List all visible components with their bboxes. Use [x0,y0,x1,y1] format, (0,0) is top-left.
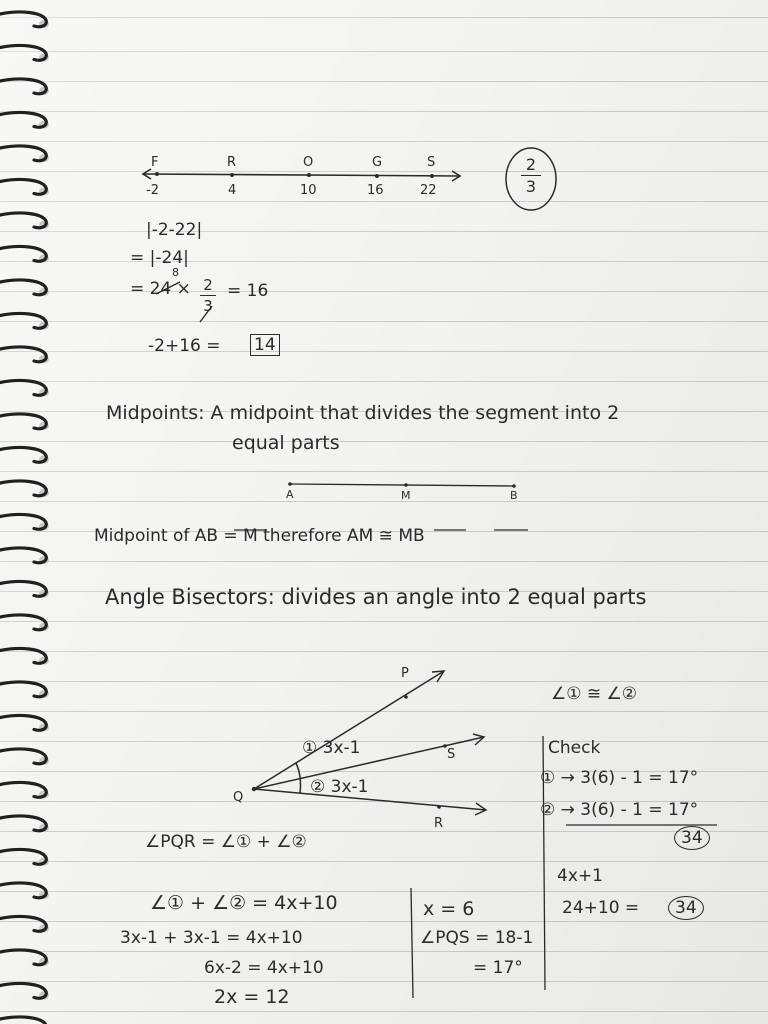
segment-ab [290,484,514,486]
work-cancel-small: 8 [172,266,179,279]
congruent-angles: ∠① ≅ ∠② [551,684,638,704]
work-fraction-den: 3 [203,297,213,315]
midpoint-statement: Midpoint of AB = M therefore AM ≅ MB [94,526,425,546]
work-line-3a: = 24 × [130,279,191,299]
point-label-g: G [372,155,383,170]
expression-answer: 34 [668,896,704,920]
ray-label-s: S [447,747,456,762]
equation-3: 6x-2 = 4x+10 [204,958,324,978]
check-line-1: ① → 3(6) - 1 = 17° [540,768,699,788]
angle-figure [254,671,486,815]
tick-value-g: 16 [367,183,384,198]
expression-eval: 24+10 = [562,898,640,918]
number-line [143,169,460,181]
ratio-denominator: 3 [525,177,537,196]
work-answer-box: 14 [250,334,280,356]
ratio-numerator: 2 [525,155,537,174]
angle-1-label: ① 3x-1 [302,738,361,758]
point-label-r: R [227,155,237,170]
pqs-result: = 17° [473,958,523,978]
ray-label-p: P [401,666,409,681]
work-line-2: = |-24| [130,248,189,268]
ratio-fraction [521,155,541,196]
equation-1: ∠① + ∠② = 4x+10 [150,892,338,914]
point-label-f: F [151,155,159,170]
equation-2: 3x-1 + 3x-1 = 4x+10 [120,928,303,948]
equation-4: 2x = 12 [214,986,290,1008]
midpoint-definition: Midpoints: A midpoint that divides the segment into 2 [106,402,620,424]
work-fraction [200,276,216,315]
midpoint-definition-cont: equal parts [232,432,340,454]
point-label-s: S [427,155,436,170]
check-line-2: ② → 3(6) - 1 = 17° [540,800,699,820]
check-sum: 34 [674,826,710,850]
ray-label-r: R [434,816,444,831]
tick-value-o: 10 [300,183,317,198]
x-value: x = 6 [423,898,475,920]
angle-2-label: ② 3x-1 [310,777,369,797]
tick-value-f: -2 [146,183,159,198]
vertex-label-q: Q [233,790,244,805]
work-line-3b: = 16 [227,281,269,301]
work-line-1: |-2-22| [146,220,203,240]
check-title: Check [548,738,601,758]
work-fraction-num: 2 [203,276,213,294]
point-label-o: O [303,155,314,170]
bisector-definition: Angle Bisectors: divides an angle into 2 equal parts [105,585,647,609]
work-line-4: -2+16 = [148,336,221,356]
work-divider [411,888,413,998]
segment-point-b: B [510,489,518,502]
tick-value-s: 22 [420,183,437,198]
pqr-equation: ∠PQR = ∠① + ∠② [145,832,307,852]
segment-point-a: A [286,488,294,501]
pqs-equation: ∠PQS = 18-1 [420,928,534,948]
expression: 4x+1 [557,866,603,886]
segment-point-m: M [401,489,411,502]
tick-value-r: 4 [228,183,237,198]
